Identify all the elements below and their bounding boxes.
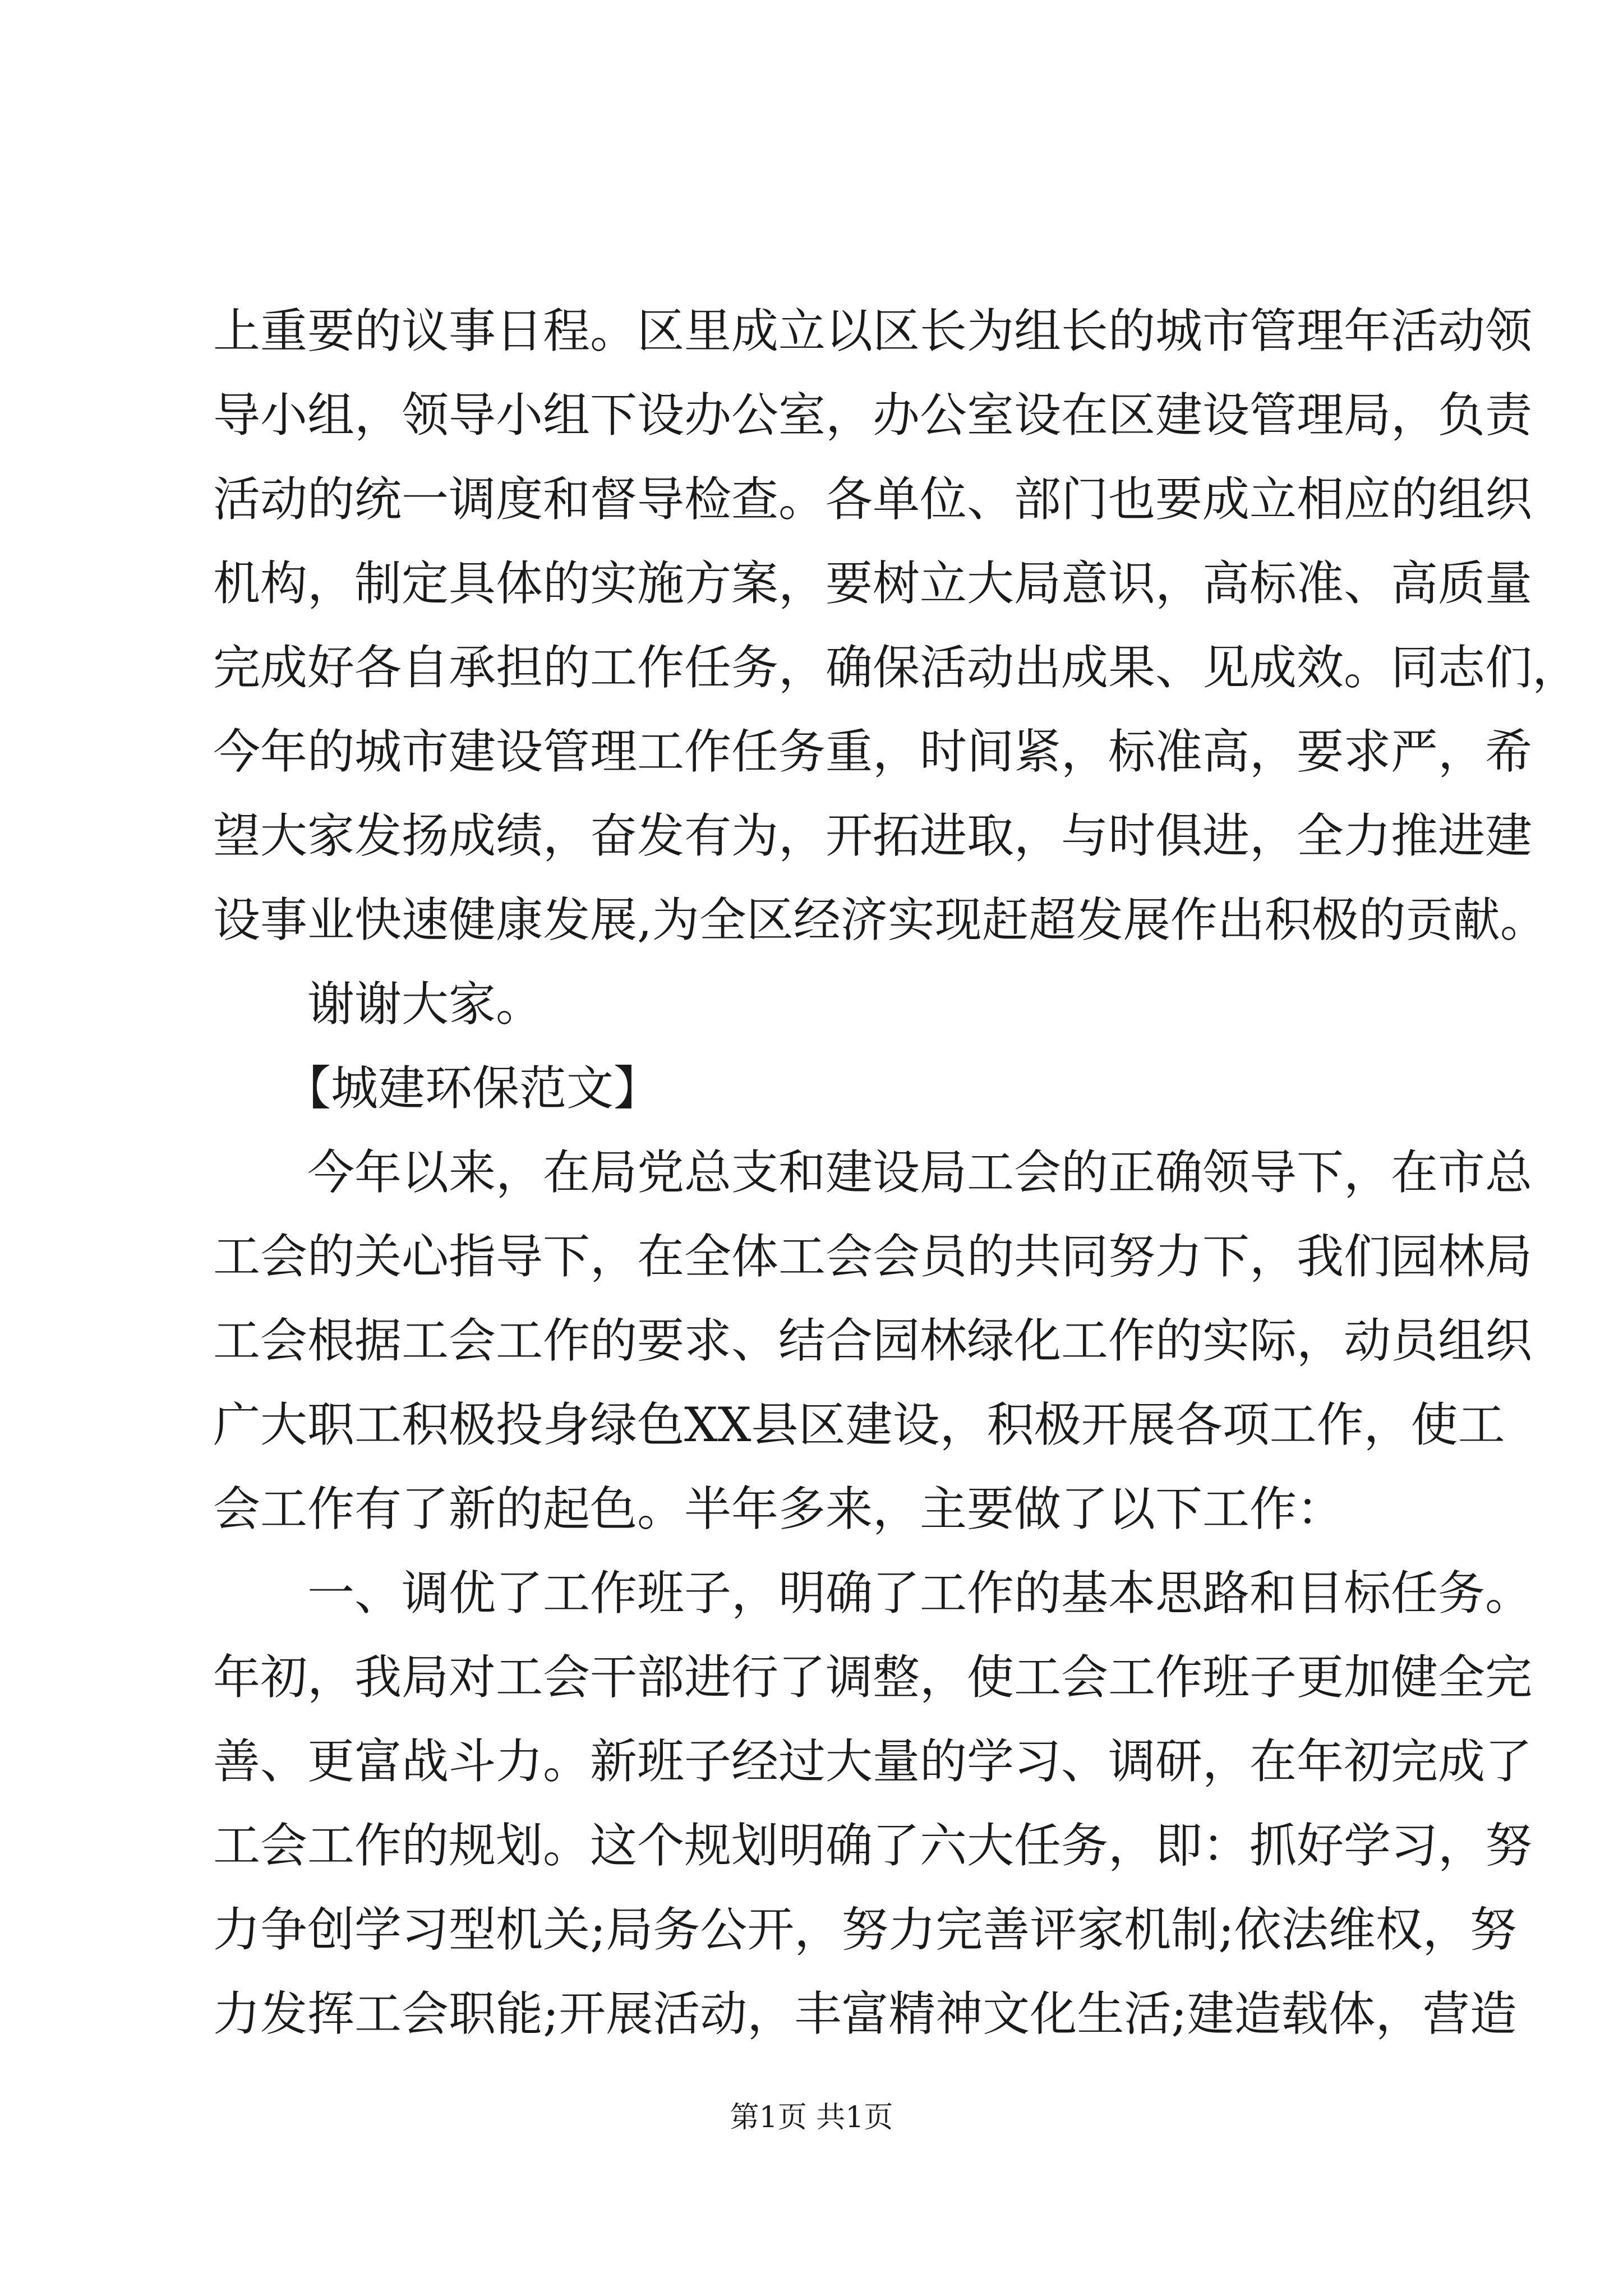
text-line-1: 上重要的议事日程。区里成立以区长为组长的城市管理年活动领 — [213, 303, 1533, 358]
text-line-21: 力发挥工会职能;开展活动，丰富精神文化生活;建造载体，营造 — [213, 1986, 1517, 2041]
text-line-12: 工会的关心指导下，在全体工会会员的共同努力下，我们园林局 — [213, 1229, 1533, 1284]
text-line-18: 善、更富战斗力。新班子经过大量的学习、调研，在年初完成了 — [213, 1734, 1533, 1789]
text-line-4: 机构，制定具体的实施方案，要树立大局意识，高标准、高质量 — [213, 556, 1533, 611]
text-line-7: 望大家发扬成绩，奋发有为，开拓进取，与时俱进，全力推进建 — [213, 808, 1533, 863]
text-line-2: 导小组，领导小组下设办公室，办公室设在区建设管理局，负责 — [213, 388, 1533, 443]
text-line-6: 今年的城市建设管理工作任务重，时间紧，标准高，要求严，希 — [213, 724, 1533, 779]
text-line-16: 一、调优了工作班子，明确了工作的基本思路和目标任务。 — [213, 1566, 1533, 1621]
text-line-17: 年初，我局对工会干部进行了调整，使工会工作班子更加健全完 — [213, 1650, 1533, 1705]
text-line-5: 完成好各自承担的工作任务，确保活动出成果、见成效。同志们， — [213, 640, 1580, 695]
text-line-8: 设事业快速健康发展,为全区经济实现赶超发展作出积极的贡献。 — [213, 892, 1547, 947]
text-line-19: 工会工作的规划。这个规划明确了六大任务，即：抓好学习，努 — [213, 1818, 1533, 1873]
section-heading: 【城建环保范文】 — [213, 1061, 661, 1116]
text-line-14: 广大职工积极投身绿色XX县区建设，积极开展各项工作，使工 — [213, 1397, 1505, 1452]
text-line-15: 会工作有了新的起色。半年多来，主要做了以下工作： — [213, 1481, 1344, 1536]
text-line-13: 工会根据工会工作的要求、结合园林绿化工作的实际，动员组织 — [213, 1313, 1533, 1368]
text-line-20: 力争创学习型机关;局务公开，努力完善评家机制;依法维权，努 — [213, 1902, 1517, 1957]
page-footer: 第1页 共1页 — [730, 2101, 893, 2134]
text-line-11: 今年以来，在局党总支和建设局工会的正确领导下，在市总 — [213, 1145, 1533, 1200]
text-line-3: 活动的统一调度和督导检查。各单位、部门也要成立相应的组织 — [213, 472, 1533, 527]
text-line-9: 谢谢大家。 — [213, 977, 543, 1032]
